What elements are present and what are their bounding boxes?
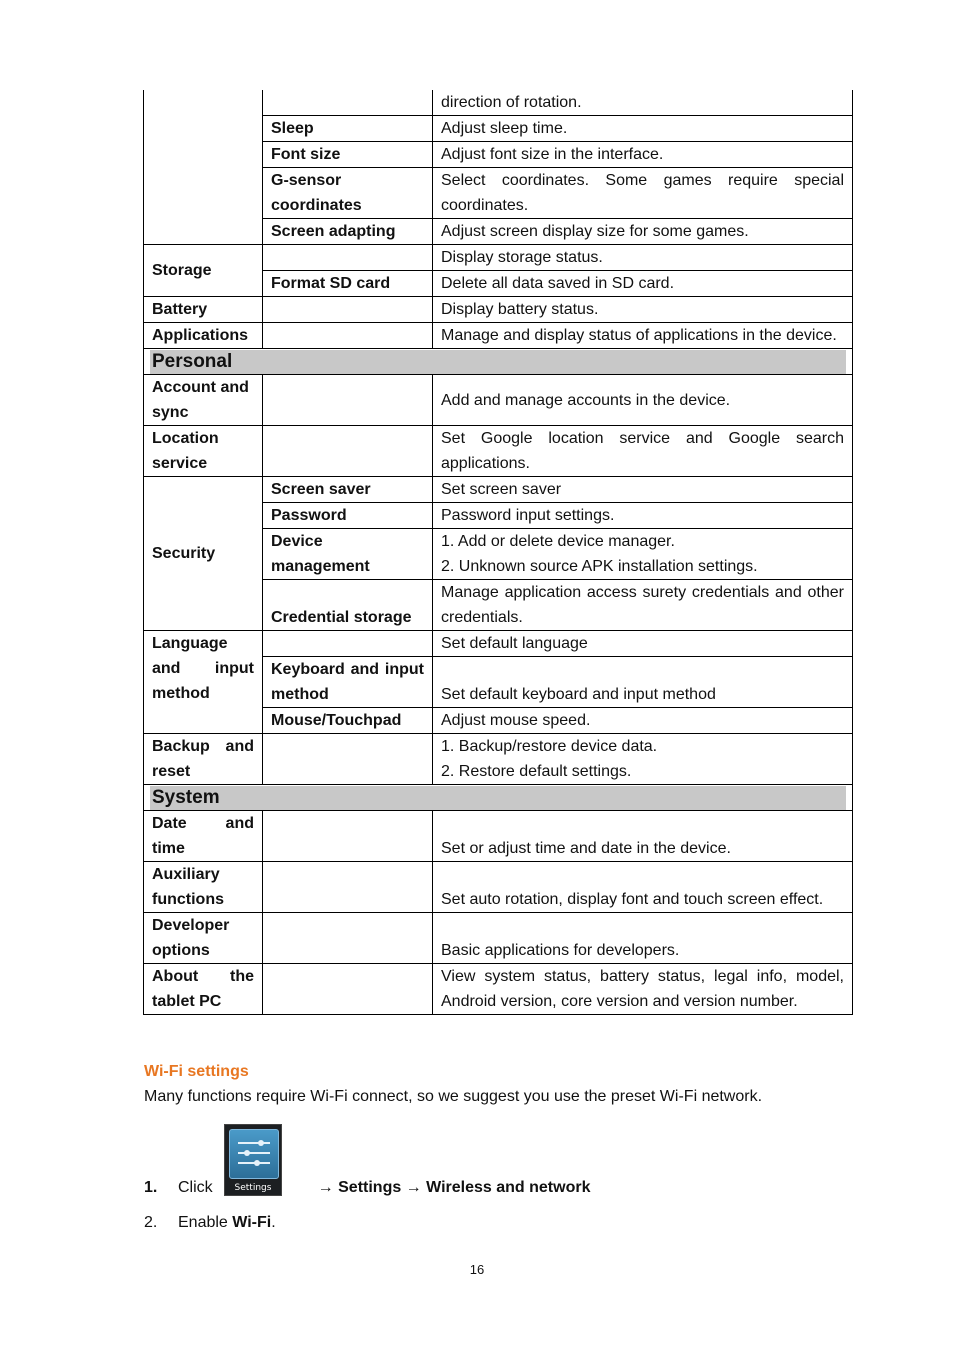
rotation-item-cell (263, 90, 433, 116)
table-row (144, 426, 853, 477)
table-row (144, 734, 853, 785)
empty-cell (263, 913, 433, 964)
empty-cell (263, 734, 433, 785)
item-label: Screen saver (263, 477, 433, 503)
category-label: Date and time (144, 811, 263, 862)
settings-table (143, 90, 853, 1015)
step-number: 1. (144, 1179, 158, 1196)
empty-cell (263, 323, 433, 349)
item-description: Display storage status. (433, 245, 853, 271)
item-description: Set Google location service and Google search applications. (433, 426, 853, 477)
category-label: Account and sync (144, 375, 263, 426)
table-row (144, 862, 853, 913)
step-end: . (271, 1214, 276, 1231)
category-label: Applications (144, 323, 263, 349)
item-label: Credential storage (263, 580, 433, 631)
empty-cell (263, 964, 433, 1015)
item-description: Manage and display status of applications in the device. (433, 323, 853, 349)
item-label: Format SD card (263, 271, 433, 297)
sliders-icon (229, 1129, 279, 1179)
item-description: Adjust screen display size for some games. (433, 219, 853, 245)
description-line: 1. Add or delete device manager. (441, 533, 675, 550)
table-row (144, 964, 853, 1015)
wifi-settings-heading: Wi-Fi settings (144, 1063, 249, 1080)
item-description: direction of rotation. (433, 90, 853, 116)
table-row (144, 323, 853, 349)
item-description: Set or adjust time and date in the device. (433, 811, 853, 862)
icon-label: Settings (234, 1183, 272, 1193)
description-line: 2. Restore default settings. (441, 763, 632, 780)
item-description: View system status, battery status, legal info, model, Android version, core version and version number. (433, 964, 853, 1015)
step-bold: Wi-Fi (232, 1214, 272, 1231)
item-description: Adjust font size in the interface. (433, 142, 853, 168)
step-2 (144, 1214, 276, 1232)
empty-cell (263, 862, 433, 913)
display-group-cell (144, 90, 263, 245)
item-description: Set auto rotation, display font and touch screen effect. (433, 862, 853, 913)
step-text: Enable (178, 1214, 233, 1231)
table-row (144, 913, 853, 964)
category-label: Language and input method (144, 631, 263, 734)
item-description (433, 529, 853, 580)
category-label: Battery (144, 297, 263, 323)
category-label: Storage (144, 245, 263, 297)
empty-cell (263, 426, 433, 477)
empty-cell (263, 631, 433, 657)
item-label: Mouse/Touchpad (263, 708, 433, 734)
category-label: Developer options (144, 913, 263, 964)
item-label: Password (263, 503, 433, 529)
item-description: Password input settings. (433, 503, 853, 529)
step-1 (144, 1179, 590, 1197)
empty-cell (263, 811, 433, 862)
item-description: Set default language (433, 631, 853, 657)
empty-cell (263, 245, 433, 271)
table-row (144, 90, 853, 116)
step-path: → Settings → Wireless and network (317, 1179, 591, 1196)
item-label: G-sensor coordinates (263, 168, 433, 219)
item-description: Adjust mouse speed. (433, 708, 853, 734)
step-text: Click (178, 1179, 213, 1196)
item-description: Select coordinates. Some games require special coordinates. (433, 168, 853, 219)
item-label: Font size (263, 142, 433, 168)
item-label: Keyboard and input method (263, 657, 433, 708)
page-number: 16 (469, 1262, 485, 1277)
category-label: Backup and reset (144, 734, 263, 785)
item-description: Adjust sleep time. (433, 116, 853, 142)
description-line: 1. Backup/restore device data. (441, 738, 658, 755)
section-row-personal (144, 349, 853, 375)
category-label: Location service (144, 426, 263, 477)
item-description: Delete all data saved in SD card. (433, 271, 853, 297)
item-description: Set screen saver (433, 477, 853, 503)
item-label: Sleep (263, 116, 433, 142)
table-row (144, 297, 853, 323)
table-row (144, 631, 853, 657)
category-label: Auxiliary functions (144, 862, 263, 913)
category-label: Security (144, 477, 263, 631)
table-row (144, 477, 853, 503)
item-description: Display battery status. (433, 297, 853, 323)
item-description: Manage application access surety credentials and other credentials. (433, 580, 853, 631)
item-label: Screen adapting (263, 219, 433, 245)
empty-cell (263, 297, 433, 323)
empty-cell (263, 375, 433, 426)
section-heading: Personal (150, 350, 846, 374)
section-row-system (144, 785, 853, 811)
item-label: Device management (263, 529, 433, 580)
item-description: Basic applications for developers. (433, 913, 853, 964)
section-heading: System (150, 786, 846, 810)
step-number: 2. (144, 1214, 158, 1231)
description-line: 2. Unknown source APK installation settings. (441, 558, 758, 575)
item-description: Set default keyboard and input method (433, 657, 853, 708)
category-label: About the tablet PC (144, 964, 263, 1015)
wifi-description: Many functions require Wi-Fi connect, so we suggest you use the preset Wi-Fi network. (144, 1088, 763, 1105)
table-row (144, 811, 853, 862)
item-description: Add and manage accounts in the device. (433, 375, 853, 426)
item-description (433, 734, 853, 785)
table-row (144, 375, 853, 426)
table-row (144, 245, 853, 271)
